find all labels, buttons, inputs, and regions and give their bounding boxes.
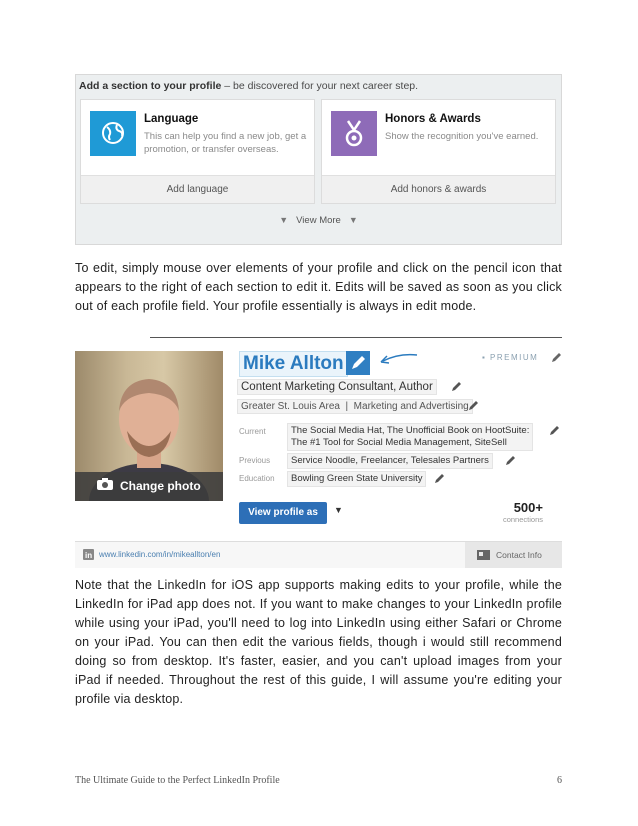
contact-card-icon	[477, 550, 490, 560]
svg-text:in: in	[85, 551, 93, 560]
pencil-icon[interactable]	[551, 352, 562, 363]
pencil-icon[interactable]	[434, 473, 445, 484]
contact-info-button[interactable]: Contact Info	[465, 542, 562, 568]
page-footer	[75, 775, 562, 786]
paragraph-edit-instructions: To edit, simply mouse over elements of your profile and click on the pencil icon that appears to the right of each section to edit it. Edits will be saved as soon as you click out of each profile field. Your profile essentially is always in edit mode.	[75, 261, 562, 313]
profile-url[interactable]: www.linkedin.com/in/mikeallton/en	[99, 550, 221, 559]
card-description: Show the recognition you've earned.	[385, 131, 539, 142]
connections-count: 500+ connections	[502, 500, 543, 524]
education-label: Education	[239, 474, 275, 483]
linkedin-icon	[83, 549, 94, 560]
arrow-icon	[377, 351, 419, 365]
add-section-screenshot	[75, 74, 562, 245]
pencil-icon[interactable]	[505, 455, 516, 466]
divider	[150, 337, 562, 338]
profile-footer-bar	[75, 541, 562, 568]
premium-badge: ▪ PREMIUM	[482, 353, 539, 362]
profile-screenshot	[75, 337, 562, 567]
card-title: Honors & Awards	[385, 113, 481, 125]
pencil-icon[interactable]	[549, 425, 560, 436]
chevron-down-icon: ▼	[279, 215, 289, 225]
caret-down-icon[interactable]: ▼	[334, 505, 343, 515]
language-card	[80, 99, 315, 204]
card-description: This can help you find a new job, get a promotion, or transfer overseas.	[144, 131, 307, 155]
document-title: The Ultimate Guide to the Perfect LinkedIn Profile	[75, 775, 280, 786]
education-value[interactable]: Bowling Green State University	[287, 471, 426, 487]
view-profile-as-button[interactable]: View profile as	[239, 502, 327, 524]
medal-icon	[331, 111, 377, 156]
paragraph-ios-note: Note that the LinkedIn for iOS app supports making edits to your profile, while the LinkedIn for iPad app does not. If you want to make changes to your LinkedIn profile while using your iPad, you'll need to log into LinkedIn using either Safari or Chrome on your iPad. You can then edit the various fields, though i would still recommend doing so from desktop. It's faster, easier, and you can't upload images from your iPad if needed. Throughout the rest of this guide, I will assume you're editing your profile via desktop.	[75, 578, 562, 706]
previous-label: Previous	[239, 456, 271, 465]
profile-location[interactable]: Greater St. Louis Area | Marketing and Advertising	[237, 399, 473, 414]
view-more-toggle[interactable]: ▼ View More ▼	[279, 215, 358, 226]
pencil-icon[interactable]	[451, 381, 462, 392]
previous-value[interactable]: Service Noodle, Freelancer, Telesales Partners	[287, 453, 493, 469]
current-label: Current	[239, 427, 266, 436]
page-number: 6	[557, 775, 562, 786]
chevron-down-icon: ▼	[348, 215, 358, 225]
profile-photo[interactable]	[75, 351, 223, 501]
add-language-button[interactable]: Add language	[81, 175, 314, 203]
change-photo-button[interactable]: Change photo	[75, 472, 223, 501]
current-value[interactable]: The Social Media Hat, The Unofficial Book on HootSuite: The #1 Tool for Social Media Management, SiteSell	[287, 423, 533, 451]
honors-awards-card	[321, 99, 556, 204]
camera-icon	[97, 472, 113, 501]
profile-headline[interactable]: Content Marketing Consultant, Author	[237, 379, 437, 395]
globe-icon	[90, 111, 136, 156]
pencil-icon[interactable]	[468, 400, 479, 411]
add-section-heading: Add a section to your profile – be discovered for your next career step.	[79, 80, 419, 92]
profile-name[interactable]: Mike Allton	[239, 351, 348, 377]
pencil-icon[interactable]	[346, 351, 370, 375]
card-title: Language	[144, 113, 199, 125]
add-honors-button[interactable]: Add honors & awards	[322, 175, 555, 203]
